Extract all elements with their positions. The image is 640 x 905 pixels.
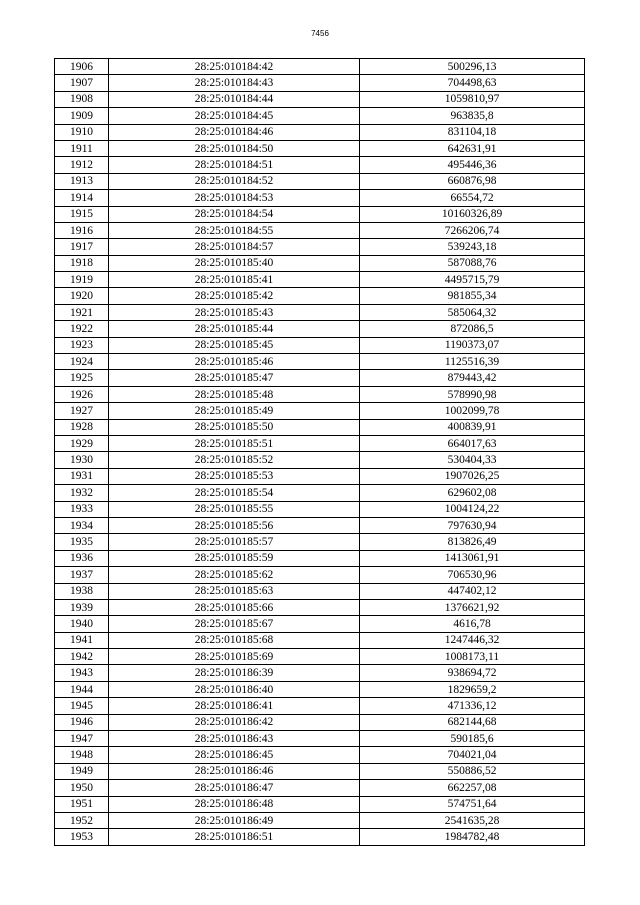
table-row <box>55 255 585 271</box>
row-number-cell: 1906 <box>55 59 109 75</box>
value-cell: 471336,12 <box>360 698 585 714</box>
row-number-cell: 1917 <box>55 239 109 255</box>
row-number-cell: 1920 <box>55 288 109 304</box>
value-cell: 500296,13 <box>360 59 585 75</box>
table-row <box>55 583 585 599</box>
cadastral-number-cell: 28:25:010185:56 <box>109 517 360 533</box>
table-row <box>55 222 585 238</box>
value-cell: 704498,63 <box>360 75 585 91</box>
cadastral-number-cell: 28:25:010185:46 <box>109 354 360 370</box>
table-row <box>55 796 585 812</box>
cadastral-number-cell: 28:25:010184:55 <box>109 222 360 238</box>
row-number-cell: 1924 <box>55 354 109 370</box>
row-number-cell: 1937 <box>55 567 109 583</box>
cadastral-number-cell: 28:25:010186:41 <box>109 698 360 714</box>
value-cell: 550886,52 <box>360 763 585 779</box>
table-row <box>55 108 585 124</box>
cadastral-number-cell: 28:25:010185:54 <box>109 485 360 501</box>
cadastral-number-cell: 28:25:010185:50 <box>109 419 360 435</box>
value-cell: 495446,36 <box>360 157 585 173</box>
value-cell: 963835,8 <box>360 108 585 124</box>
table-row <box>55 370 585 386</box>
table-row <box>55 501 585 517</box>
row-number-cell: 1946 <box>55 714 109 730</box>
row-number-cell: 1949 <box>55 763 109 779</box>
row-number-cell: 1938 <box>55 583 109 599</box>
row-number-cell: 1945 <box>55 698 109 714</box>
row-number-cell: 1944 <box>55 681 109 697</box>
value-cell: 662257,08 <box>360 780 585 796</box>
table-row <box>55 190 585 206</box>
cadastral-number-cell: 28:25:010185:44 <box>109 321 360 337</box>
table-row <box>55 337 585 353</box>
row-number-cell: 1919 <box>55 272 109 288</box>
value-cell: 682144,68 <box>360 714 585 730</box>
data-table <box>54 58 585 846</box>
row-number-cell: 1909 <box>55 108 109 124</box>
cadastral-number-cell: 28:25:010186:48 <box>109 796 360 812</box>
cadastral-number-cell: 28:25:010184:51 <box>109 157 360 173</box>
value-cell: 7266206,74 <box>360 222 585 238</box>
row-number-cell: 1932 <box>55 485 109 501</box>
cadastral-number-cell: 28:25:010184:42 <box>109 59 360 75</box>
value-cell: 879443,42 <box>360 370 585 386</box>
table-row <box>55 239 585 255</box>
cadastral-number-cell: 28:25:010184:53 <box>109 190 360 206</box>
value-cell: 2541635,28 <box>360 812 585 828</box>
value-cell: 578990,98 <box>360 386 585 402</box>
value-cell: 797630,94 <box>360 517 585 533</box>
row-number-cell: 1934 <box>55 517 109 533</box>
table-row <box>55 567 585 583</box>
value-cell: 539243,18 <box>360 239 585 255</box>
value-cell: 664017,63 <box>360 435 585 451</box>
table-row <box>55 812 585 828</box>
cadastral-number-cell: 28:25:010184:45 <box>109 108 360 124</box>
value-cell: 938694,72 <box>360 665 585 681</box>
row-number-cell: 1925 <box>55 370 109 386</box>
table-row <box>55 829 585 845</box>
table-row <box>55 747 585 763</box>
row-number-cell: 1952 <box>55 812 109 828</box>
row-number-cell: 1931 <box>55 468 109 484</box>
table-row <box>55 157 585 173</box>
cadastral-number-cell: 28:25:010185:48 <box>109 386 360 402</box>
row-number-cell: 1914 <box>55 190 109 206</box>
table-row <box>55 452 585 468</box>
table-body <box>55 59 585 846</box>
row-number-cell: 1933 <box>55 501 109 517</box>
table-row <box>55 124 585 140</box>
value-cell: 1247446,32 <box>360 632 585 648</box>
table-row <box>55 435 585 451</box>
row-number-cell: 1915 <box>55 206 109 222</box>
table-row <box>55 59 585 75</box>
value-cell: 585064,32 <box>360 304 585 320</box>
row-number-cell: 1910 <box>55 124 109 140</box>
value-cell: 4616,78 <box>360 616 585 632</box>
cadastral-number-cell: 28:25:010186:51 <box>109 829 360 845</box>
table-row <box>55 304 585 320</box>
row-number-cell: 1913 <box>55 173 109 189</box>
table-row <box>55 763 585 779</box>
cadastral-number-cell: 28:25:010186:39 <box>109 665 360 681</box>
table-row <box>55 288 585 304</box>
cadastral-number-cell: 28:25:010185:63 <box>109 583 360 599</box>
cadastral-number-cell: 28:25:010185:41 <box>109 272 360 288</box>
value-cell: 400839,91 <box>360 419 585 435</box>
value-cell: 10160326,89 <box>360 206 585 222</box>
value-cell: 1125516,39 <box>360 354 585 370</box>
value-cell: 590185,6 <box>360 731 585 747</box>
value-cell: 1002099,78 <box>360 403 585 419</box>
table-row <box>55 649 585 665</box>
row-number-cell: 1943 <box>55 665 109 681</box>
cadastral-number-cell: 28:25:010185:40 <box>109 255 360 271</box>
value-cell: 530404,33 <box>360 452 585 468</box>
value-cell: 981855,34 <box>360 288 585 304</box>
cadastral-number-cell: 28:25:010186:49 <box>109 812 360 828</box>
table-row <box>55 485 585 501</box>
table-row <box>55 468 585 484</box>
table-row <box>55 681 585 697</box>
cadastral-number-cell: 28:25:010186:47 <box>109 780 360 796</box>
cadastral-number-cell: 28:25:010185:49 <box>109 403 360 419</box>
row-number-cell: 1916 <box>55 222 109 238</box>
value-cell: 447402,12 <box>360 583 585 599</box>
cadastral-number-cell: 28:25:010185:51 <box>109 435 360 451</box>
table-row <box>55 665 585 681</box>
value-cell: 1376621,92 <box>360 599 585 615</box>
table-row <box>55 599 585 615</box>
row-number-cell: 1928 <box>55 419 109 435</box>
row-number-cell: 1950 <box>55 780 109 796</box>
cadastral-number-cell: 28:25:010185:52 <box>109 452 360 468</box>
row-number-cell: 1947 <box>55 731 109 747</box>
row-number-cell: 1912 <box>55 157 109 173</box>
table-row <box>55 75 585 91</box>
value-cell: 1907026,25 <box>360 468 585 484</box>
table-row <box>55 272 585 288</box>
value-cell: 831104,18 <box>360 124 585 140</box>
row-number-cell: 1953 <box>55 829 109 845</box>
value-cell: 1190373,07 <box>360 337 585 353</box>
row-number-cell: 1951 <box>55 796 109 812</box>
cadastral-number-cell: 28:25:010186:46 <box>109 763 360 779</box>
cadastral-number-cell: 28:25:010185:69 <box>109 649 360 665</box>
table-row <box>55 91 585 107</box>
row-number-cell: 1908 <box>55 91 109 107</box>
table-row <box>55 206 585 222</box>
value-cell: 66554,72 <box>360 190 585 206</box>
value-cell: 706530,96 <box>360 567 585 583</box>
page-number: 7456 <box>311 29 329 38</box>
cadastral-number-cell: 28:25:010185:68 <box>109 632 360 648</box>
table-row <box>55 534 585 550</box>
cadastral-number-cell: 28:25:010185:67 <box>109 616 360 632</box>
cadastral-number-cell: 28:25:010186:43 <box>109 731 360 747</box>
row-number-cell: 1930 <box>55 452 109 468</box>
table-row <box>55 403 585 419</box>
cadastral-number-cell: 28:25:010185:53 <box>109 468 360 484</box>
value-cell: 704021,04 <box>360 747 585 763</box>
row-number-cell: 1941 <box>55 632 109 648</box>
row-number-cell: 1918 <box>55 255 109 271</box>
cadastral-number-cell: 28:25:010185:57 <box>109 534 360 550</box>
cadastral-number-cell: 28:25:010185:59 <box>109 550 360 566</box>
table-row <box>55 517 585 533</box>
value-cell: 660876,98 <box>360 173 585 189</box>
cadastral-number-cell: 28:25:010186:45 <box>109 747 360 763</box>
value-cell: 813826,49 <box>360 534 585 550</box>
cadastral-number-cell: 28:25:010185:47 <box>109 370 360 386</box>
row-number-cell: 1940 <box>55 616 109 632</box>
row-number-cell: 1911 <box>55 140 109 156</box>
table-row <box>55 780 585 796</box>
table-row <box>55 386 585 402</box>
cadastral-number-cell: 28:25:010184:54 <box>109 206 360 222</box>
row-number-cell: 1936 <box>55 550 109 566</box>
cadastral-number-cell: 28:25:010185:62 <box>109 567 360 583</box>
cadastral-number-cell: 28:25:010184:46 <box>109 124 360 140</box>
cadastral-number-cell: 28:25:010185:45 <box>109 337 360 353</box>
value-cell: 872086,5 <box>360 321 585 337</box>
cadastral-number-cell: 28:25:010185:55 <box>109 501 360 517</box>
cadastral-number-cell: 28:25:010186:42 <box>109 714 360 730</box>
cadastral-number-cell: 28:25:010184:50 <box>109 140 360 156</box>
value-cell: 4495715,79 <box>360 272 585 288</box>
cadastral-number-cell: 28:25:010186:40 <box>109 681 360 697</box>
cadastral-number-cell: 28:25:010184:52 <box>109 173 360 189</box>
row-number-cell: 1939 <box>55 599 109 615</box>
table-row <box>55 714 585 730</box>
row-number-cell: 1922 <box>55 321 109 337</box>
cadastral-number-cell: 28:25:010184:57 <box>109 239 360 255</box>
value-cell: 629602,08 <box>360 485 585 501</box>
row-number-cell: 1935 <box>55 534 109 550</box>
value-cell: 1984782,48 <box>360 829 585 845</box>
row-number-cell: 1921 <box>55 304 109 320</box>
value-cell: 1059810,97 <box>360 91 585 107</box>
table-row <box>55 550 585 566</box>
cadastral-number-cell: 28:25:010184:44 <box>109 91 360 107</box>
cadastral-number-cell: 28:25:010185:66 <box>109 599 360 615</box>
value-cell: 642631,91 <box>360 140 585 156</box>
table-row <box>55 632 585 648</box>
value-cell: 574751,64 <box>360 796 585 812</box>
table-row <box>55 731 585 747</box>
row-number-cell: 1907 <box>55 75 109 91</box>
value-cell: 587088,76 <box>360 255 585 271</box>
table-row <box>55 140 585 156</box>
cadastral-number-cell: 28:25:010185:42 <box>109 288 360 304</box>
cadastral-number-cell: 28:25:010184:43 <box>109 75 360 91</box>
row-number-cell: 1927 <box>55 403 109 419</box>
value-cell: 1004124,22 <box>360 501 585 517</box>
table-row <box>55 419 585 435</box>
value-cell: 1829659,2 <box>360 681 585 697</box>
row-number-cell: 1942 <box>55 649 109 665</box>
row-number-cell: 1923 <box>55 337 109 353</box>
table-row <box>55 616 585 632</box>
value-cell: 1008173,11 <box>360 649 585 665</box>
table-row <box>55 321 585 337</box>
table-row <box>55 698 585 714</box>
row-number-cell: 1926 <box>55 386 109 402</box>
table-row <box>55 354 585 370</box>
value-cell: 1413061,91 <box>360 550 585 566</box>
cadastral-number-cell: 28:25:010185:43 <box>109 304 360 320</box>
table-row <box>55 173 585 189</box>
row-number-cell: 1929 <box>55 435 109 451</box>
row-number-cell: 1948 <box>55 747 109 763</box>
